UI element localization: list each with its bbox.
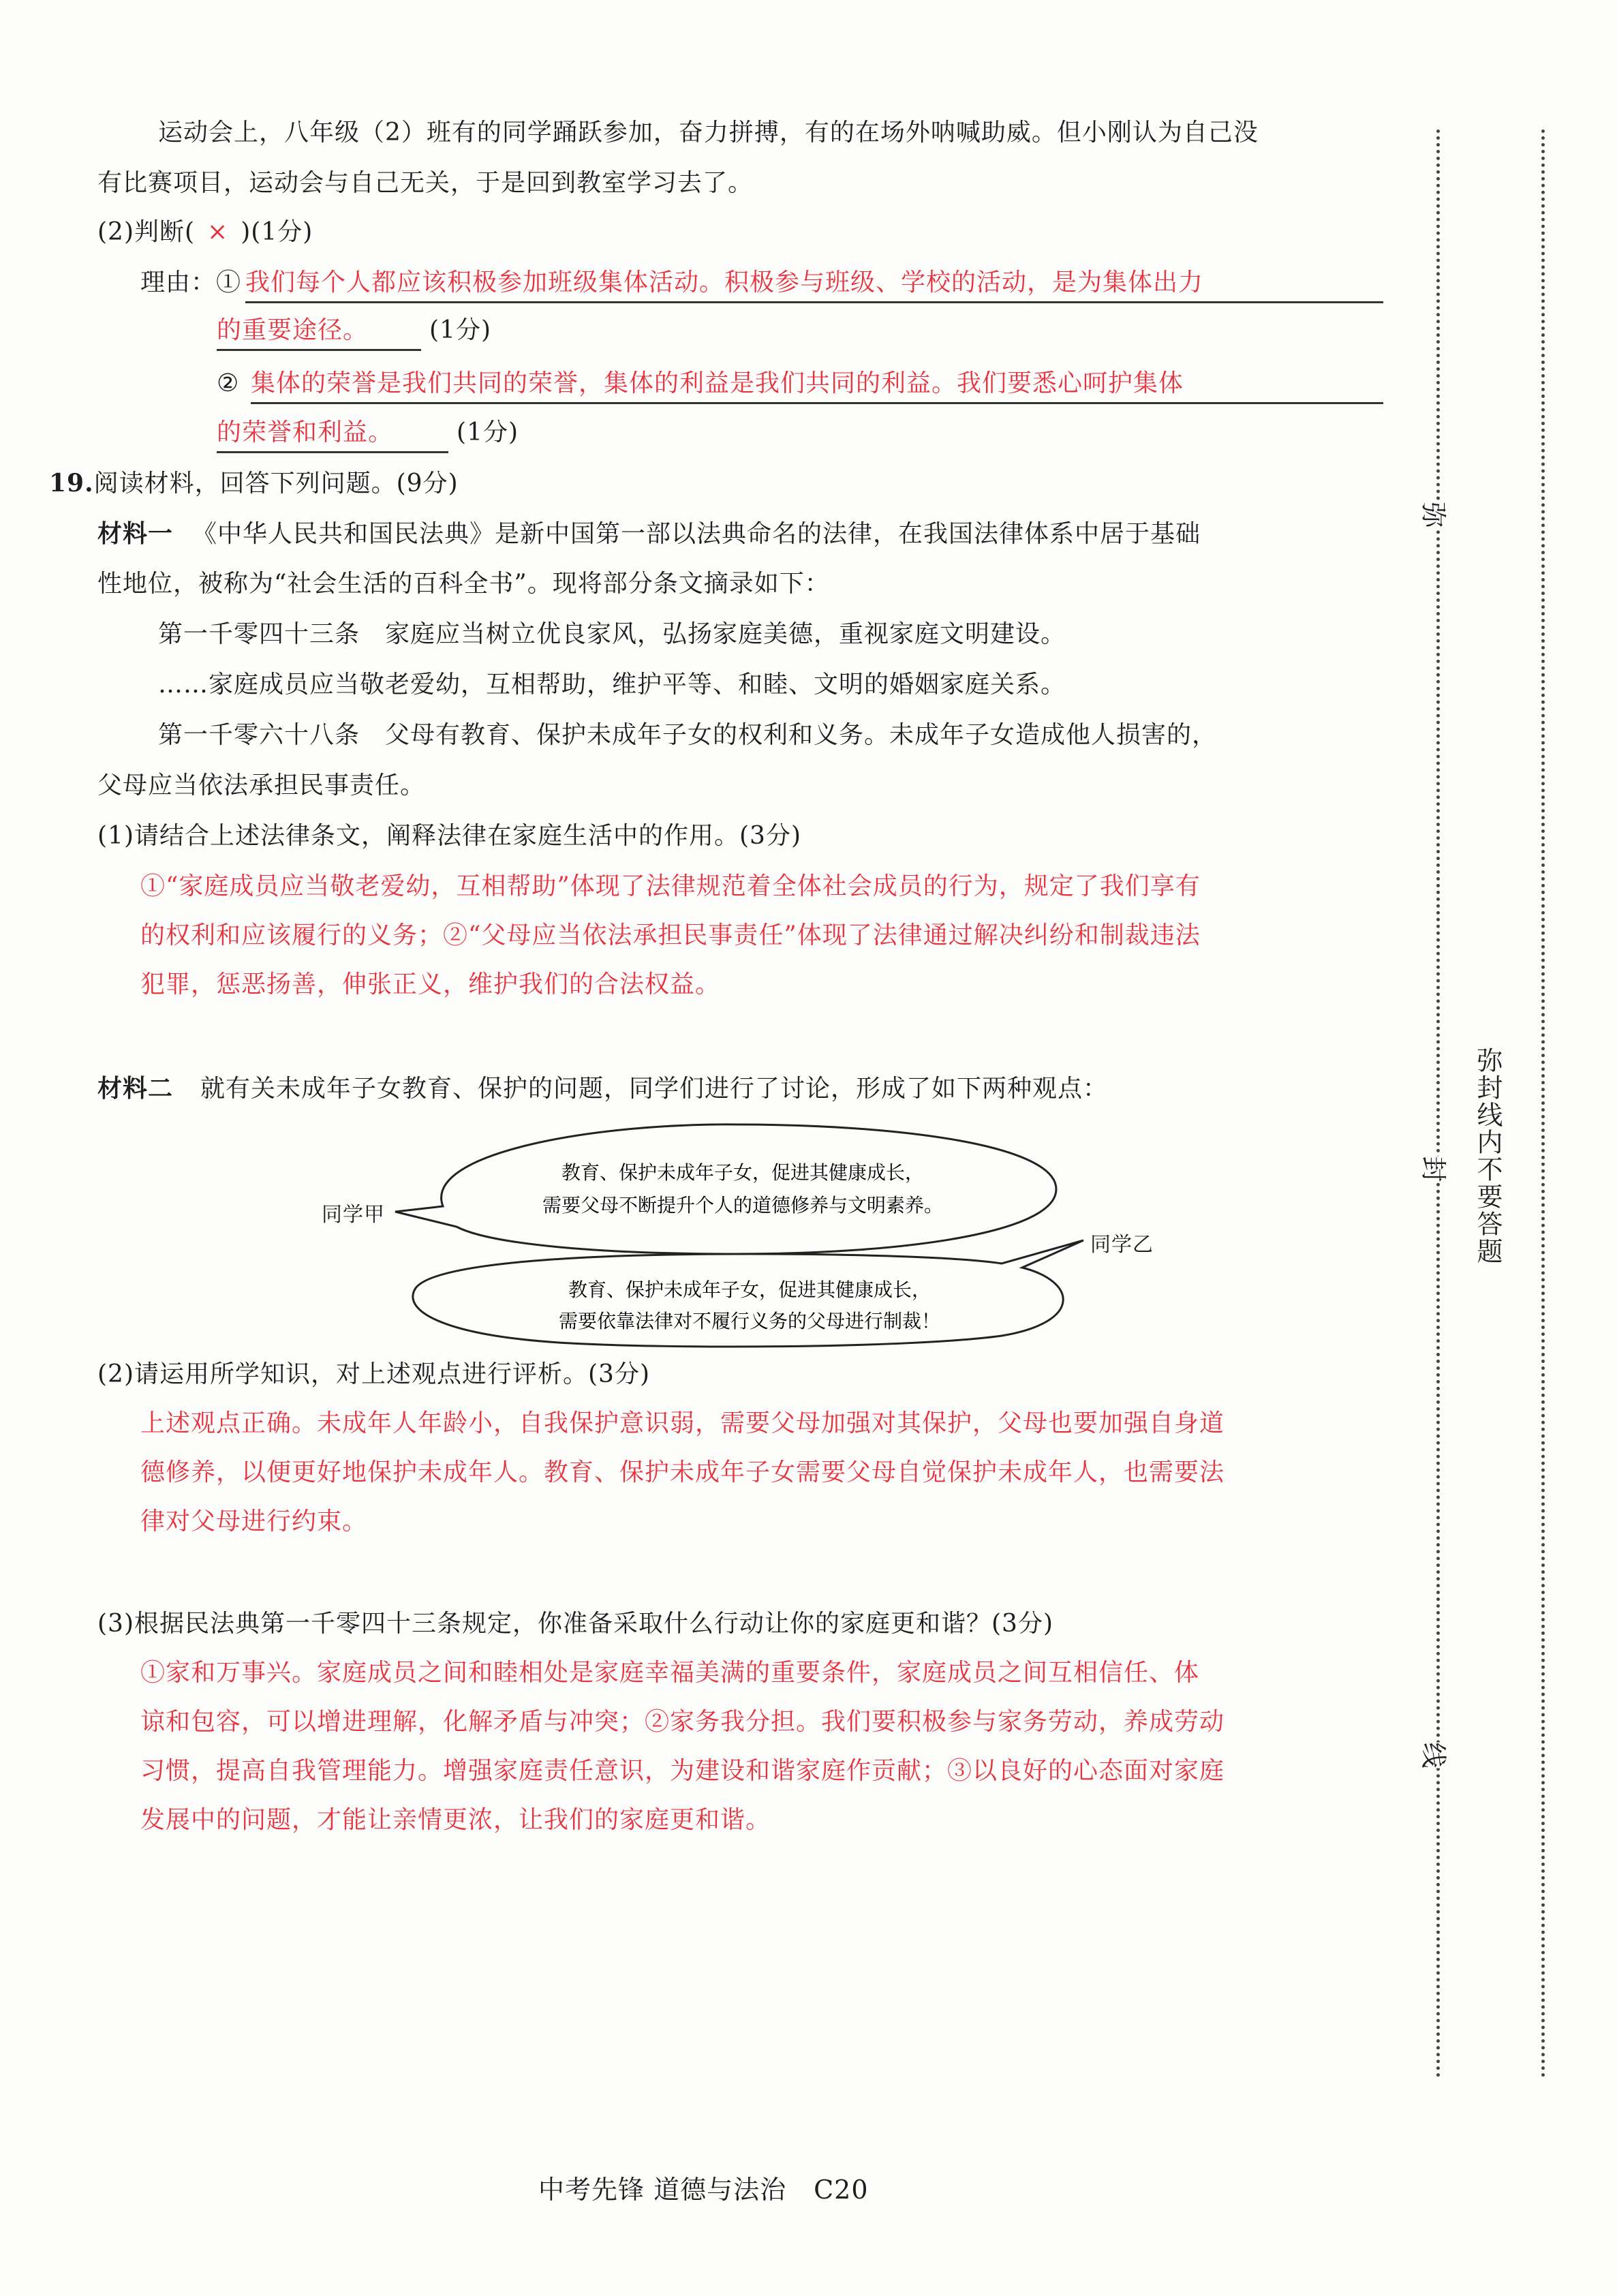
q19-2-question: (2)请运用所学知识，对上述观点进行评析。(3分): [97, 1360, 650, 1388]
q18-material-line2: 有比赛项目，运动会与自己无关，于是回到教室学习去了。: [97, 169, 754, 197]
article-1068-line1: 第一千零六十八条 父母有教育、保护未成年子女的权利和义务。未成年子女造成他人损害的，: [158, 721, 1218, 749]
q19-number: 19.: [49, 469, 94, 498]
answer1-line1: ①“家庭成员应当敬老爱幼，互相帮助”体现了法律规范着全体社会成员的行为，规定了我们享有: [140, 872, 1201, 900]
q19-1-question: (1)请结合上述法律条文，阐释法律在家庭生活中的作用。(3分): [97, 822, 801, 850]
reason2-score: (1分): [457, 418, 519, 446]
binding-line-outer: [1541, 129, 1545, 2079]
reason1-score: (1分): [429, 316, 491, 344]
reason2-num: ②: [217, 369, 240, 397]
material2-label: 材料二: [97, 1074, 174, 1103]
bubble-student-b: [413, 1240, 1083, 1347]
answer2-line2: 德修养，以便更好地保护未成年人。教育、保护未成年子女需要父母自觉保护未成年人，也需要法: [140, 1458, 1225, 1486]
bubble1-line2: 需要父母不断提升个人的道德修养与文明素养。: [542, 1194, 944, 1216]
footer-title: 中考先锋 道德与法治: [538, 2175, 787, 2205]
reason1-line1: 我们每个人都应该积极参加班级集体活动。积极参与班级、学校的活动，是为集体出力: [245, 267, 1383, 303]
debate-illustration: [313, 1118, 1172, 1349]
answer2-line3: 律对父母进行约束。: [140, 1507, 368, 1535]
reason2-line2-text: 的荣誉和利益。: [217, 417, 448, 453]
answer3-line4: 发展中的问题，才能让亲情更浓，让我们的家庭更和谐。: [140, 1806, 771, 1834]
page-number: C20: [814, 2175, 869, 2205]
reason-label: 理由：①: [140, 269, 242, 296]
speaker-student-b: 同学乙: [1090, 1233, 1154, 1257]
material2-text: 就有关未成年子女教育、保护的问题，同学们进行了讨论，形成了如下两种观点：: [200, 1075, 1109, 1103]
q19-3-question: (3)根据民法典第一千零四十三条规定，你准备采取什么行动让你的家庭更和谐？(3分): [97, 1610, 1053, 1638]
answer3-line3: 习惯，提高自我管理能力。增强家庭责任意识，为建设和谐家庭作贡献；③以良好的心态面对家庭: [140, 1757, 1225, 1785]
material1-label: 材料一: [97, 519, 174, 548]
judge-suffix: )(1分): [241, 218, 313, 246]
speaker-student-a: 同学甲: [322, 1203, 385, 1227]
q19-prompt: 阅读材料，回答下列问题。(9分): [93, 470, 459, 498]
reason1-line2-text: 的重要途径。: [217, 315, 421, 351]
reason2-line2: [217, 417, 519, 453]
q18-material-line1: 运动会上，八年级（2）班有的同学踊跃参加，奋力拼搏，有的在场外呐喊助威。但小刚认为自己没: [158, 119, 1259, 147]
footer: [538, 2174, 869, 2205]
binding-char-feng: 封: [1412, 1156, 1460, 1182]
material1-text: 《中华人民共和国民法典》是新中国第一部以法典命名的法律，在我国法律体系中居于基础: [192, 520, 1201, 548]
answer1-line3: 犯罪，惩恶扬善，伸张正义，维护我们的合法权益。: [140, 970, 721, 998]
answer2-line1: 上述观点正确。未成年人年龄小，自我保护意识弱，需要父母加强对其保护，父母也要加强自身道: [140, 1409, 1225, 1437]
reason2-line1: 集体的荣誉是我们共同的荣誉，集体的利益是我们共同的利益。我们要悉心呵护集体: [251, 368, 1383, 404]
answer1-line2: 的权利和应该履行的义务；②“父母应当依法承担民事责任”体现了法律通过解决纠纷和制裁违法: [140, 921, 1201, 949]
binding-char-xian: 线: [1412, 1742, 1460, 1768]
binding-notice: 弥封线内不要答题: [1475, 1043, 1500, 1269]
article-1068-line2: 父母应当依法承担民事责任。: [97, 771, 426, 799]
answer3-line1: ①家和万事兴。家庭成员之间和睦相处是家庭幸福美满的重要条件，家庭成员之间互相信任、体: [140, 1659, 1200, 1687]
bubble-student-a: [395, 1124, 1056, 1254]
binding-line-inner: [1436, 129, 1440, 2079]
m2-line: [97, 1073, 1108, 1105]
judge-prefix: (2)判断(: [97, 218, 196, 246]
article-1043: 第一千零四十三条 家庭应当树立优良家风，弘扬家庭美德，重视家庭文明建设。: [158, 620, 1066, 648]
answer3-line2: 谅和包容，可以增进理解，化解矛盾与冲突；②家务我分担。我们要积极参与家务劳动，养成劳动: [140, 1708, 1225, 1736]
judge-answer: ×: [207, 218, 229, 246]
reason1-line2: [217, 315, 491, 351]
bubble1-line1: 教育、保护未成年子女，促进其健康成长，: [561, 1161, 925, 1184]
bubble2-line1: 教育、保护未成年子女，促进其健康成长，: [568, 1279, 931, 1301]
bubble2-line2: 需要依靠法律对不履行义务的父母进行制裁！: [558, 1310, 941, 1332]
m1-line1: [97, 518, 1201, 550]
binding-char-mi: 弥: [1412, 502, 1460, 527]
article-1043b: ……家庭成员应当敬老爱幼，互相帮助，维护平等、和睦、文明的婚姻家庭关系。: [158, 671, 1066, 699]
q18-2-judge: [97, 217, 313, 248]
q19-header: [49, 468, 459, 500]
m1-line2: 性地位，被称为“社会生活的百科全书”。现将部分条文摘录如下：: [97, 570, 830, 598]
